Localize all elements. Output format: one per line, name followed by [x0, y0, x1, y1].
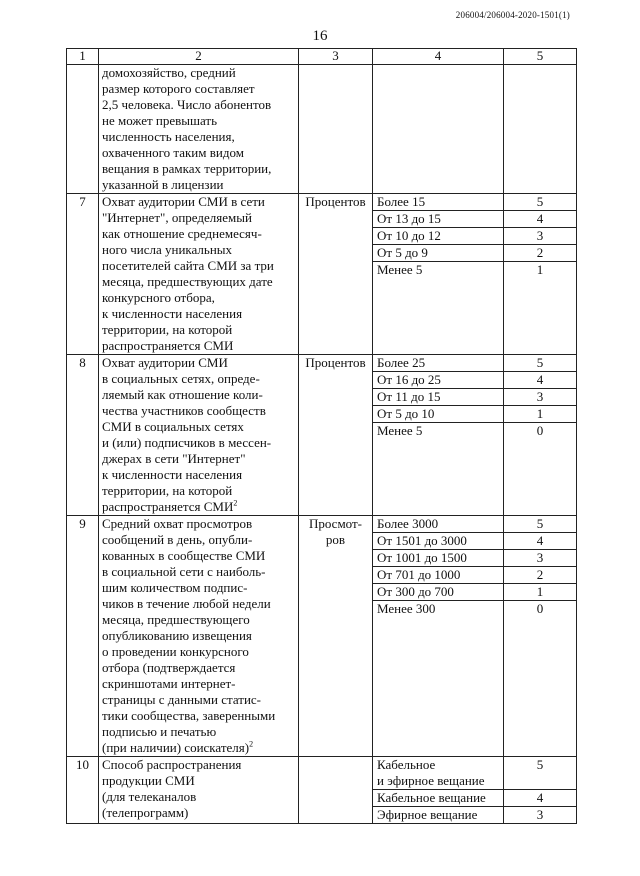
- description-line: ляемый как отношение коли-: [102, 387, 263, 402]
- description-line: охваченного таким видом: [102, 145, 244, 160]
- criteria-cell: [373, 757, 504, 824]
- description-line: указанной в лицензии: [102, 177, 224, 192]
- row-number: 8: [67, 355, 99, 516]
- footnote-marker: 2: [249, 739, 254, 749]
- points-value: 5: [504, 757, 576, 790]
- points-value: 5: [504, 516, 576, 533]
- points-cell: [504, 194, 577, 355]
- unit-line: ров: [325, 532, 346, 547]
- description-line: конкурсного отбора,: [102, 290, 215, 305]
- description-line: распространяется СМИ: [102, 338, 234, 353]
- description-line: территории, на которой: [102, 322, 233, 337]
- points-value: 4: [504, 372, 576, 389]
- description-line: СМИ в социальных сетях: [102, 419, 244, 434]
- unit-line: Просмот-: [308, 516, 363, 531]
- row-number: 7: [67, 194, 99, 355]
- range-line: и эфирное вещание: [377, 773, 485, 788]
- points-cell: [504, 355, 577, 516]
- description-line-text: распространяется СМИ: [102, 499, 234, 514]
- points-value: 0: [536, 601, 544, 616]
- points-value: 4: [504, 790, 576, 807]
- criterion-description: [99, 194, 299, 355]
- footnote-marker: 2: [233, 498, 238, 508]
- points-value: 3: [504, 550, 576, 567]
- points-value: 5: [504, 355, 576, 372]
- description-line: домохозяйство, средний: [102, 65, 236, 80]
- criteria-cell: [373, 516, 504, 757]
- description-line: в социальных сетях, опреде-: [102, 371, 260, 386]
- description-line: Средний охват просмотров: [102, 516, 253, 531]
- range-value: Менее 5: [377, 423, 423, 438]
- criterion-description: [99, 516, 299, 757]
- unit-cell: [299, 757, 373, 824]
- description-line: Охват аудитории СМИ в сети: [102, 194, 265, 209]
- table-row-7: [67, 194, 577, 355]
- points-value: 4: [504, 211, 576, 228]
- range-line: Кабельное: [377, 757, 436, 772]
- description-line: Охват аудитории СМИ: [102, 355, 228, 370]
- points-value: 2: [504, 567, 576, 584]
- points-value: 3: [536, 807, 544, 822]
- criterion-description: [99, 355, 299, 516]
- range-value: Менее 5: [377, 262, 423, 277]
- header-col-3: 3: [299, 49, 373, 65]
- range-value: От 13 до 15: [373, 211, 503, 228]
- range-value: Менее 300: [377, 601, 436, 616]
- description-line: [102, 740, 295, 756]
- range-value: [373, 757, 503, 790]
- description-line: (для телеканалов: [102, 789, 197, 804]
- criterion-description: [99, 757, 299, 824]
- unit-cell: Процентов: [299, 194, 373, 355]
- description-line: [102, 499, 295, 515]
- description-line: посетителей сайта СМИ за три: [102, 258, 274, 273]
- table-row-continuation: [67, 65, 577, 194]
- description-line: чества участников сообществ: [102, 403, 266, 418]
- document-id: 206004/206004-2020-1501(1): [455, 10, 570, 20]
- description-line: территории, на которой: [102, 483, 233, 498]
- range-value: От 5 до 10: [373, 406, 503, 423]
- range-value: Более 3000: [373, 516, 503, 533]
- range-value: От 1501 до 3000: [373, 533, 503, 550]
- range-value: Эфирное вещание: [377, 807, 478, 822]
- unit-cell: Процентов: [299, 355, 373, 516]
- range-value: От 5 до 9: [373, 245, 503, 262]
- description-line: чиков в течение любой недели: [102, 596, 271, 611]
- points-value: 0: [536, 423, 544, 438]
- description-line: сообщений в день, опубли-: [102, 532, 253, 547]
- row-number: [67, 65, 99, 194]
- description-line: месяца, предшествующих дате: [102, 274, 273, 289]
- range-value: От 1001 до 1500: [373, 550, 503, 567]
- description-line: 2,5 человека. Число абонентов: [102, 97, 272, 112]
- description-line: численность населения,: [102, 129, 235, 144]
- points-value: 3: [504, 228, 576, 245]
- description-line: и (или) подписчиков в мессен-: [102, 435, 272, 450]
- description-line: как отношение среднемесяч-: [102, 226, 262, 241]
- description-line: ного числа уникальных: [102, 242, 233, 257]
- description-line: месяца, предшествующего: [102, 612, 250, 627]
- description-line: о проведении конкурсного: [102, 644, 249, 659]
- criteria-table: [66, 48, 577, 824]
- header-col-5: 5: [504, 49, 577, 65]
- description-line: подписью и печатью: [102, 724, 217, 739]
- unit-cell: [299, 516, 373, 757]
- description-line: шим количеством подпис-: [102, 580, 248, 595]
- points-value: 1: [504, 406, 576, 423]
- description-line: размер которого составляет: [102, 81, 255, 96]
- criteria-cell: [373, 355, 504, 516]
- points-value: 2: [504, 245, 576, 262]
- header-col-4: 4: [373, 49, 504, 65]
- range-value: Более 25: [373, 355, 503, 372]
- description-line: к численности населения: [102, 467, 243, 482]
- row-number: 10: [67, 757, 99, 824]
- row-number: 9: [67, 516, 99, 757]
- points-value: 1: [504, 584, 576, 601]
- points-cell: [504, 757, 577, 824]
- description-line: в социальной сети с наиболь-: [102, 564, 266, 579]
- points-cell: [504, 65, 577, 194]
- header-col-2: 2: [99, 49, 299, 65]
- table-row-9: [67, 516, 577, 757]
- range-value: Кабельное вещание: [373, 790, 503, 807]
- points-cell: [504, 516, 577, 757]
- table-row-10: [67, 757, 577, 824]
- range-value: От 701 до 1000: [373, 567, 503, 584]
- range-value: Более 15: [373, 194, 503, 211]
- header-col-1: 1: [67, 49, 99, 65]
- description-line: кованных в сообществе СМИ: [102, 548, 266, 563]
- page-number: 16: [312, 28, 328, 44]
- points-value: 4: [504, 533, 576, 550]
- description-line: не может превышать: [102, 113, 218, 128]
- description-line: скриншотами интернет-: [102, 676, 236, 691]
- description-line: опубликованию извещения: [102, 628, 252, 643]
- description-line: (телепрограмм): [102, 805, 189, 820]
- range-value: От 300 до 700: [373, 584, 503, 601]
- points-value: 1: [536, 262, 544, 277]
- unit-cell: [299, 65, 373, 194]
- criteria-cell: [373, 194, 504, 355]
- description-line: тики сообщества, заверенными: [102, 708, 276, 723]
- range-value: От 16 до 25: [373, 372, 503, 389]
- description-line-text: (при наличии) соискателя): [102, 740, 250, 755]
- range-value: От 11 до 15: [373, 389, 503, 406]
- description-line: вещания в рамках территории,: [102, 161, 272, 176]
- description-line: отбора (подтверждается: [102, 660, 236, 675]
- table-row-8: [67, 355, 577, 516]
- description-line: Способ распространения: [102, 757, 242, 772]
- criterion-description: [99, 65, 299, 194]
- criteria-cell: [373, 65, 504, 194]
- range-value: От 10 до 12: [373, 228, 503, 245]
- points-value: 3: [504, 389, 576, 406]
- description-line: "Интернет", определяемый: [102, 210, 252, 225]
- description-line: джерах в сети "Интернет": [102, 451, 246, 466]
- description-line: к численности населения: [102, 306, 243, 321]
- points-value: 5: [504, 194, 576, 211]
- table-header-row: [67, 49, 577, 65]
- description-line: продукции СМИ: [102, 773, 195, 788]
- description-line: страницы с данными статис-: [102, 692, 262, 707]
